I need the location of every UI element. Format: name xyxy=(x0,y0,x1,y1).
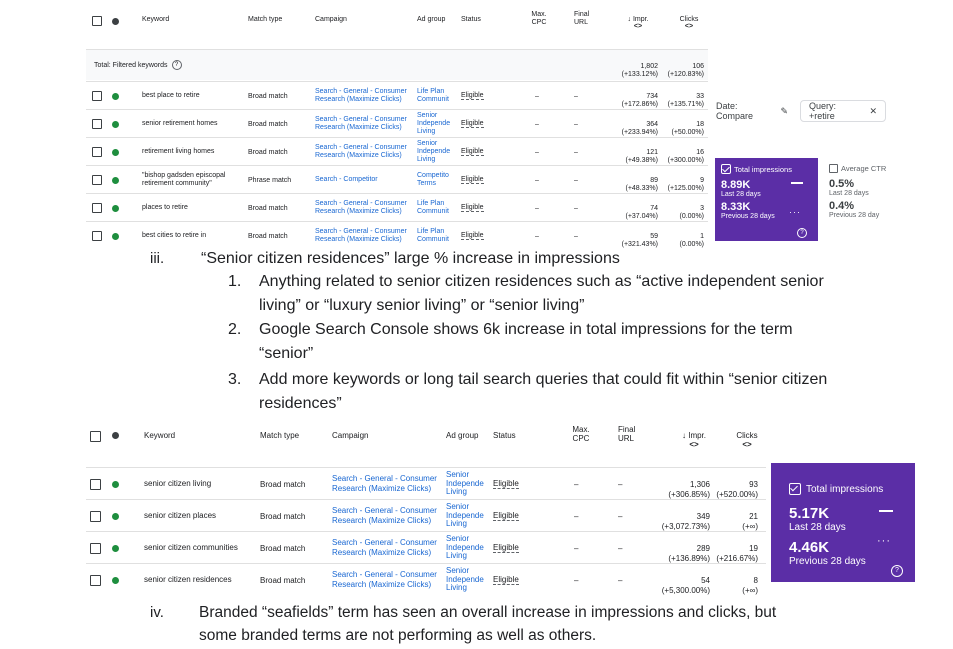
row-checkbox[interactable] xyxy=(90,575,101,586)
header-campaign[interactable]: Campaign xyxy=(332,431,369,440)
final-url-value: – xyxy=(618,543,623,553)
max-cpc-value: – xyxy=(535,232,539,240)
impr-value: 59 xyxy=(650,232,658,240)
header-ad-group[interactable]: Ad group xyxy=(446,431,479,440)
impr-value: 1,306 xyxy=(689,480,710,489)
status-dot-icon xyxy=(112,432,119,439)
previous-impressions-value: 8.33K xyxy=(721,201,751,213)
dashed-line-legend-icon: ··· xyxy=(789,207,801,217)
header-max-cpc[interactable]: Max. CPC xyxy=(572,425,590,443)
keyword-text[interactable]: senior citizen living xyxy=(144,479,212,489)
average-ctr-card[interactable] xyxy=(823,158,933,241)
keywords-table-retire xyxy=(86,6,708,249)
impr-value: 734 xyxy=(646,92,658,100)
clicks-value: 33 xyxy=(696,92,704,100)
ad-group-link[interactable]: Life Plan Communit xyxy=(417,88,449,103)
sublist-line: Add more keywords or long tail search queries that could fit within “senior citizen xyxy=(259,371,828,388)
header-clicks-arrows-icon[interactable]: <> xyxy=(684,23,694,30)
max-cpc-value: – xyxy=(574,575,579,585)
impr-value: 364 xyxy=(646,120,658,128)
campaign-link[interactable]: Search - Competitor xyxy=(315,175,378,183)
table-row[interactable] xyxy=(86,221,708,250)
clicks-change: (+∞) xyxy=(742,522,758,531)
header-clicks[interactable]: Clicks <> xyxy=(736,431,758,449)
final-url-value: – xyxy=(574,204,578,212)
total-row xyxy=(86,49,708,80)
clicks-value: 93 xyxy=(749,480,758,489)
header-clicks-arrows-icon[interactable]: <> xyxy=(742,440,752,449)
row-checkbox[interactable] xyxy=(92,203,102,213)
header-ad-group[interactable]: Ad group xyxy=(417,16,446,23)
header-clicks[interactable]: Clicks <> xyxy=(679,16,699,30)
status-eligible[interactable]: Eligible xyxy=(493,511,519,520)
max-cpc-value: – xyxy=(535,148,539,156)
clicks-value: 16 xyxy=(696,148,704,156)
clicks-value: 8 xyxy=(753,576,758,585)
checkbox-checked-icon[interactable] xyxy=(721,164,731,174)
table-header xyxy=(86,6,708,44)
impr-value: 89 xyxy=(650,176,658,184)
select-all-checkbox[interactable] xyxy=(92,16,102,26)
final-url-value: – xyxy=(574,176,578,184)
sublist-line: “senior” xyxy=(259,345,314,362)
final-url-value: – xyxy=(574,232,578,240)
impr-change: (+321.43%) xyxy=(621,241,658,249)
campaign-link[interactable]: Search - General - Consumer Research (Maximize Clicks) xyxy=(315,143,407,159)
match-type-text: Broad match xyxy=(248,92,288,100)
total-clicks: 106 xyxy=(692,62,704,70)
sublist-number: 1. xyxy=(228,273,242,290)
total-impressions-card[interactable] xyxy=(715,158,818,241)
status-eligible[interactable]: Eligible xyxy=(493,575,519,584)
checkbox-checked-icon[interactable] xyxy=(789,483,801,495)
table-header xyxy=(86,420,766,460)
ad-group-link[interactable]: Senior Independe Living xyxy=(417,140,451,163)
checkbox-unchecked-icon[interactable] xyxy=(829,164,838,173)
status-eligible[interactable]: Eligible xyxy=(493,543,519,552)
header-final-url[interactable]: Final URL xyxy=(574,11,590,26)
enabled-status-dot-icon xyxy=(112,205,119,212)
previous-impressions-value: 4.46K xyxy=(789,539,830,556)
header-impr-arrows-icon[interactable]: <> xyxy=(633,23,643,30)
total-clicks-change: (+120.83%) xyxy=(667,71,704,79)
enabled-status-dot-icon xyxy=(112,93,119,100)
clicks-value: 3 xyxy=(700,204,704,212)
enabled-status-dot-icon xyxy=(112,577,119,584)
total-impressions-label: Total impressions xyxy=(806,483,884,495)
sort-down-icon: ↓ xyxy=(681,431,686,440)
previous-period-label: Previous 28 days xyxy=(721,213,775,220)
max-cpc-value: – xyxy=(535,120,539,128)
match-type-text: Broad match xyxy=(260,511,306,521)
status-eligible[interactable]: Eligible xyxy=(461,120,484,127)
campaign-link[interactable]: Search - General - Consumer Research (Maximize Clicks) xyxy=(315,87,407,103)
campaign-link[interactable]: Search - General - Consumer Research (Maximize Clicks) xyxy=(315,199,407,215)
clicks-value: 9 xyxy=(700,176,704,184)
header-match-type[interactable]: Match type xyxy=(260,431,300,440)
ctr-current-period: Last 28 days xyxy=(829,190,869,197)
max-cpc-value: – xyxy=(574,479,579,489)
sublist-line: Google Search Console shows 6k increase in total impressions for the term xyxy=(259,321,793,338)
query-filter-chip[interactable]: Query: +retire ✕ xyxy=(800,100,886,122)
header-keyword[interactable]: Keyword xyxy=(142,16,170,23)
ctr-previous-value: 0.4% xyxy=(829,200,855,212)
clicks-value: 1 xyxy=(700,232,704,240)
ctr-previous-period: Previous 28 day xyxy=(829,212,880,219)
help-icon[interactable]: ? xyxy=(891,565,903,577)
ad-group-link[interactable]: Senior Independe Living xyxy=(446,565,484,593)
row-checkbox[interactable] xyxy=(92,91,102,101)
help-icon[interactable]: ? xyxy=(172,60,182,70)
ad-group-link[interactable]: Senior Independe Living xyxy=(446,501,484,529)
impr-value: 349 xyxy=(696,512,710,521)
clicks-change: (+216.67%) xyxy=(716,554,758,563)
total-label: Total: Filtered keywords xyxy=(94,61,168,69)
match-type-text: Phrase match xyxy=(248,176,292,184)
status-dot-icon xyxy=(112,18,119,25)
note-iv-number: iv. xyxy=(150,604,164,621)
impr-value: 74 xyxy=(650,204,658,212)
final-url-value: – xyxy=(574,120,578,128)
status-eligible[interactable]: Eligible xyxy=(461,176,484,183)
keyword-text[interactable]: best place to retire xyxy=(142,91,200,99)
date-compare-chip[interactable]: Date: Compare ✎ xyxy=(708,100,796,122)
ad-group-link[interactable]: Life Plan Communit xyxy=(417,200,449,215)
clicks-change: (+125.00%) xyxy=(667,185,704,193)
current-impressions-value: 8.89K xyxy=(721,179,751,191)
header-impr-arrows-icon[interactable]: <> xyxy=(689,440,699,449)
campaign-link[interactable]: Search - General - Consumer Research (Maximize Clicks) xyxy=(315,227,407,243)
header-impr[interactable]: ↓ Impr. <> xyxy=(681,431,706,449)
row-checkbox[interactable] xyxy=(92,119,102,129)
impr-change: (+3,072.73%) xyxy=(661,522,710,531)
sublist-line: Anything related to senior citizen residences such as “active independent senior xyxy=(259,273,824,290)
max-cpc-value: – xyxy=(535,204,539,212)
impr-change: (+306.85%) xyxy=(668,490,710,499)
solid-line-legend-icon xyxy=(791,182,803,184)
enabled-status-dot-icon xyxy=(112,177,119,184)
campaign-link[interactable]: Search - General - Consumer Research (Maximize Clicks) xyxy=(332,506,437,525)
note-iv-line1: Branded “seafields” term has seen an overall increase in impressions and clicks, but xyxy=(199,604,777,621)
current-period-label: Last 28 days xyxy=(789,522,846,533)
header-impr[interactable]: ↓ Impr. <> xyxy=(627,16,649,30)
enabled-status-dot-icon xyxy=(112,481,119,488)
status-eligible[interactable]: Eligible xyxy=(461,204,484,211)
match-type-text: Broad match xyxy=(248,232,288,240)
sort-down-icon: ↓ xyxy=(627,16,631,23)
clicks-change: (+135.71%) xyxy=(667,101,704,109)
table-row[interactable] xyxy=(86,467,766,500)
close-icon[interactable]: ✕ xyxy=(869,105,877,116)
table-row[interactable] xyxy=(86,137,708,166)
clicks-change: (0.00%) xyxy=(679,241,704,249)
header-max-cpc[interactable]: Max. CPC xyxy=(531,11,547,26)
final-url-value: – xyxy=(618,575,623,585)
max-cpc-value: – xyxy=(574,511,579,521)
enabled-status-dot-icon xyxy=(112,233,119,240)
max-cpc-value: – xyxy=(535,176,539,184)
impr-change: (+37.04%) xyxy=(625,213,658,221)
keyword-text[interactable]: senior citizen places xyxy=(144,511,217,521)
status-eligible[interactable]: Eligible xyxy=(461,232,484,239)
keyword-text[interactable]: senior retirement homes xyxy=(142,119,218,127)
header-match-type[interactable]: Match type xyxy=(248,16,283,23)
sublist-line: living” or “luxury senior living” or “senior living” xyxy=(259,297,585,314)
final-url-value: – xyxy=(574,148,578,156)
final-url-value: – xyxy=(574,92,578,100)
impr-value: 289 xyxy=(696,544,710,553)
max-cpc-value: – xyxy=(535,92,539,100)
impr-change: (+5,300.00%) xyxy=(661,586,710,595)
table-row[interactable] xyxy=(86,563,766,596)
final-url-value: – xyxy=(618,511,623,521)
match-type-text: Broad match xyxy=(260,575,306,585)
table-row[interactable] xyxy=(86,531,766,564)
max-cpc-value: – xyxy=(574,543,579,553)
impr-change: (+233.94%) xyxy=(621,129,658,137)
impr-change: (+136.89%) xyxy=(668,554,710,563)
total-impr-change: (+133.12%) xyxy=(621,71,658,79)
impr-change: (+172.86%) xyxy=(621,101,658,109)
total-impressions-label: Total impressions xyxy=(734,164,792,174)
row-checkbox[interactable] xyxy=(90,511,101,522)
clicks-change: (+50.00%) xyxy=(671,129,704,137)
enabled-status-dot-icon xyxy=(112,149,119,156)
table-row[interactable] xyxy=(86,109,708,138)
help-icon[interactable]: ? xyxy=(797,228,807,238)
ad-group-link[interactable]: Competito Terms xyxy=(417,172,449,187)
ad-group-link[interactable]: Senior Independe Living xyxy=(417,112,451,135)
keywords-table-senior-citizen xyxy=(86,420,766,598)
table-row[interactable] xyxy=(86,81,708,110)
sublist-line: residences” xyxy=(259,395,342,412)
row-checkbox[interactable] xyxy=(92,231,102,241)
solid-line-legend-icon xyxy=(879,510,893,512)
keyword-text[interactable]: "bishop gadsden episcopal retirement community" xyxy=(142,171,226,187)
header-status[interactable]: Status xyxy=(461,16,481,23)
keyword-text[interactable]: retirement living homes xyxy=(142,147,215,155)
header-status[interactable]: Status xyxy=(493,431,516,440)
sublist-number: 3. xyxy=(228,371,242,388)
clicks-value: 19 xyxy=(749,544,758,553)
keyword-text[interactable]: senior citizen residences xyxy=(144,575,232,585)
ad-group-link[interactable]: Senior Independe Living xyxy=(446,469,484,497)
average-ctr-label: Average CTR xyxy=(841,164,887,173)
campaign-link[interactable]: Search - General - Consumer Research (Maximize Clicks) xyxy=(332,570,437,589)
previous-period-label: Previous 28 days xyxy=(789,556,866,567)
clicks-change: (+520.00%) xyxy=(716,490,758,499)
enabled-status-dot-icon xyxy=(112,545,119,552)
clicks-value: 21 xyxy=(749,512,758,521)
table-row[interactable] xyxy=(86,193,708,222)
total-impressions-card[interactable] xyxy=(771,463,915,582)
ad-group-link[interactable]: Senior Independe Living xyxy=(446,533,484,561)
ad-group-link[interactable]: Life Plan Communit xyxy=(417,228,449,243)
campaign-link[interactable]: Search - General - Consumer Research (Maximize Clicks) xyxy=(332,474,437,493)
match-type-text: Broad match xyxy=(248,148,288,156)
status-eligible[interactable]: Eligible xyxy=(461,92,484,99)
dashed-line-legend-icon: ··· xyxy=(877,535,891,547)
table-row[interactable] xyxy=(86,165,708,194)
row-checkbox[interactable] xyxy=(90,543,101,554)
status-eligible[interactable]: Eligible xyxy=(493,479,519,488)
sublist-number: 2. xyxy=(228,321,242,338)
header-keyword[interactable]: Keyword xyxy=(144,431,176,440)
row-checkbox[interactable] xyxy=(92,175,102,185)
clicks-change: (0.00%) xyxy=(679,213,704,221)
row-checkbox[interactable] xyxy=(90,479,101,490)
total-impr: 1,802 xyxy=(640,62,658,70)
final-url-value: – xyxy=(618,479,623,489)
note-iv-line2: some branded terms are not performing as well as others. xyxy=(199,627,597,644)
impr-change: (+49.38%) xyxy=(625,157,658,165)
impr-value: 54 xyxy=(701,576,710,585)
status-eligible[interactable]: Eligible xyxy=(461,148,484,155)
current-period-label: Last 28 days xyxy=(721,191,761,198)
keyword-text[interactable]: places to retire xyxy=(142,203,188,211)
enabled-status-dot-icon xyxy=(112,513,119,520)
header-final-url[interactable]: Final URL xyxy=(618,425,636,443)
match-type-text: Broad match xyxy=(248,120,288,128)
clicks-change: (+300.00%) xyxy=(667,157,704,165)
current-impressions-value: 5.17K xyxy=(789,505,830,522)
clicks-value: 18 xyxy=(696,120,704,128)
match-type-text: Broad match xyxy=(248,204,288,212)
edit-pencil-icon[interactable]: ✎ xyxy=(780,105,788,116)
table-row[interactable] xyxy=(86,499,766,532)
keyword-text[interactable]: best cities to retire in xyxy=(142,231,207,239)
ctr-current-value: 0.5% xyxy=(829,178,855,190)
note-iii-text: “Senior citizen residences” large % increase in impressions xyxy=(201,250,620,267)
clicks-change: (+∞) xyxy=(742,586,758,595)
impr-value: 121 xyxy=(646,148,658,156)
impr-change: (+48.33%) xyxy=(625,185,658,193)
match-type-text: Broad match xyxy=(260,479,306,489)
match-type-text: Broad match xyxy=(260,543,306,553)
row-checkbox[interactable] xyxy=(92,147,102,157)
enabled-status-dot-icon xyxy=(112,121,119,128)
select-all-checkbox[interactable] xyxy=(90,431,101,442)
keyword-text[interactable]: senior citizen communities xyxy=(144,543,238,553)
header-campaign[interactable]: Campaign xyxy=(315,16,347,23)
campaign-link[interactable]: Search - General - Consumer Research (Maximize Clicks) xyxy=(315,115,407,131)
note-iii-number: iii. xyxy=(150,250,165,267)
campaign-link[interactable]: Search - General - Consumer Research (Maximize Clicks) xyxy=(332,538,437,557)
